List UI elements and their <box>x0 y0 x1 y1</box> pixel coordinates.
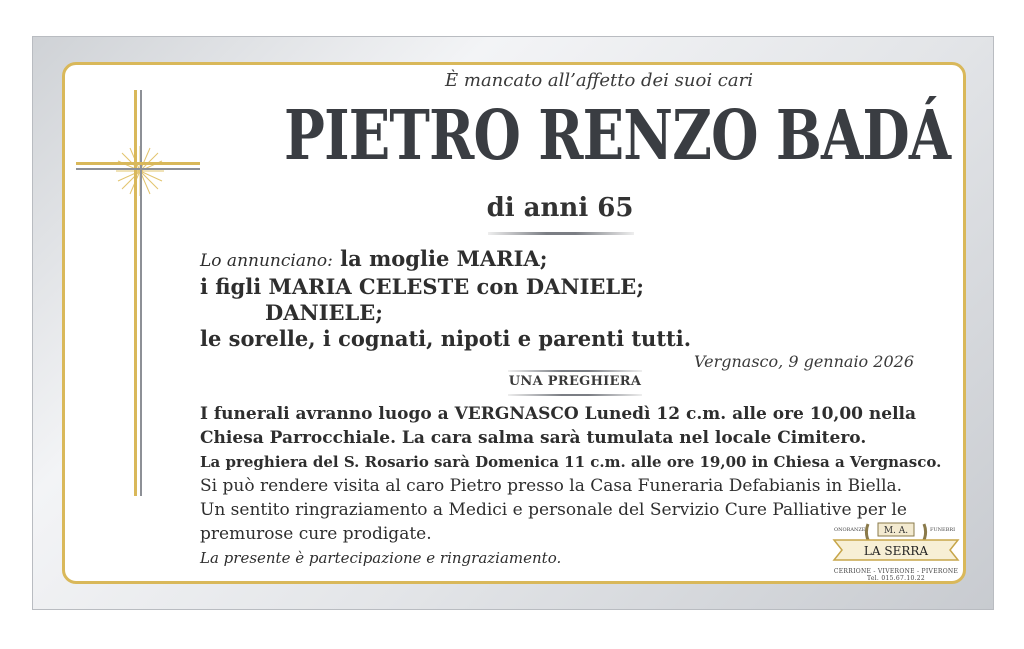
notice-subtitle: È mancato all’affetto dei suoi cari <box>445 70 753 91</box>
visit-details: Si può rendere visita al caro Pietro presso la Casa Funeraria Defabianis in Biella. <box>200 476 903 496</box>
cross-horizontal-top <box>76 162 200 165</box>
announcement <box>200 246 920 352</box>
agency-towns: CERRIONE - VIVERONE - PIVERONE <box>833 568 959 575</box>
age-divider <box>488 232 634 235</box>
prayer-heading: UNA PREGHIERA <box>508 374 642 389</box>
cross-vertical-left <box>134 90 137 496</box>
deceased-age: di anni 65 <box>486 193 634 223</box>
agency-initials: M. A. <box>883 526 909 536</box>
cross-horizontal-bottom <box>76 168 200 170</box>
deceased-name: PIETRO RENZO BADÁ <box>284 96 951 176</box>
agency-right-tag: FUNEBRI <box>930 527 956 533</box>
agency-left-tag: ONORANZE <box>834 527 866 533</box>
funeral-details: I funerali avranno luogo a VERGNASCO Lunedì 12 c.m. alle ore 10,00 nella Chiesa Parrocchiale. La cara salma sarà tumulata nel locale Cimitero. <box>200 404 917 448</box>
agency-phone: Tel. 015.67.10.22 <box>867 575 925 582</box>
agency-name: LA SERRA <box>863 544 929 558</box>
rosary-details: La preghiera del S. Rosario sarà Domenica 11 c.m. alle ore 19,00 in Chiesa a Vergnasco. <box>200 453 942 471</box>
agency-logo <box>826 520 966 582</box>
announce-wife: la moglie MARIA; <box>332 246 548 271</box>
prayer-rule-bottom <box>508 394 642 396</box>
announce-child-2: DANIELE; <box>265 300 384 325</box>
announce-relatives: le sorelle, i cognati, nipoti e parenti tutti. <box>200 326 692 351</box>
announce-lead: Lo annunciano: <box>200 251 333 271</box>
cross-vertical-right <box>140 90 142 496</box>
dateline: Vergnasco, 9 gennaio 2026 <box>694 352 914 371</box>
agency-emblem <box>826 520 966 564</box>
closing-text: La presente è partecipazione e ringraziamento. <box>200 549 562 567</box>
announce-row-1 <box>200 246 920 274</box>
thanks-text: Un sentito ringraziamento a Medici e personale del Servizio Cure Palliative per le premurose cure prodigate. <box>200 500 907 544</box>
prayer-rule-top <box>508 370 642 372</box>
cross-icon <box>74 86 204 498</box>
announce-children: i figli MARIA CELESTE con DANIELE; <box>200 274 644 299</box>
